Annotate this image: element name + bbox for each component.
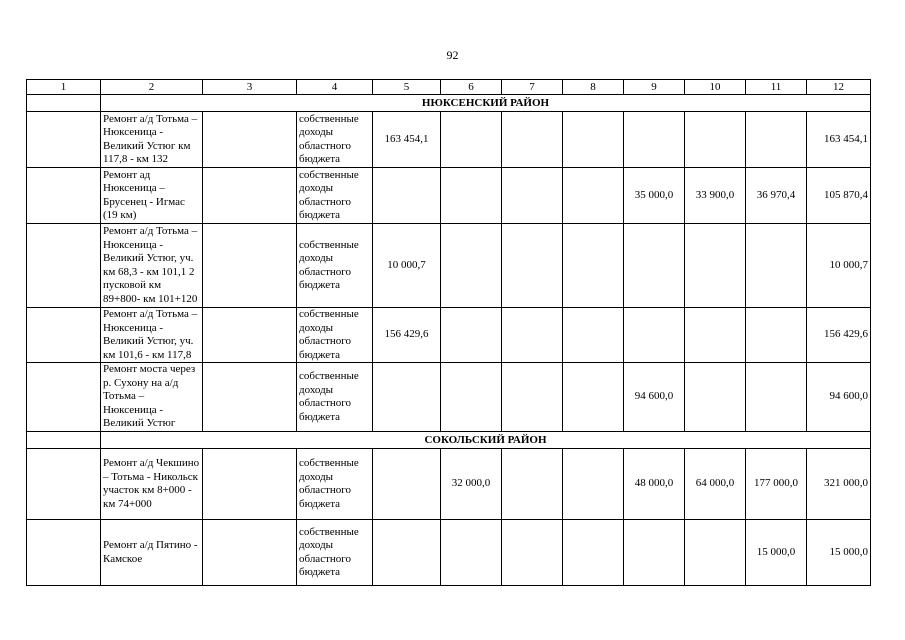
total-value: 10 000,7 bbox=[807, 224, 871, 308]
value-col-10 bbox=[685, 224, 746, 308]
funding-source: собственные доходы областного бюджета bbox=[297, 449, 373, 520]
value-col-9: 48 000,0 bbox=[624, 449, 685, 520]
table-row bbox=[27, 168, 871, 224]
value-col-5 bbox=[373, 520, 441, 586]
total-value: 156 429,6 bbox=[807, 308, 871, 363]
table-row bbox=[27, 308, 871, 363]
column-header: 5 bbox=[373, 80, 441, 95]
value-col-7 bbox=[502, 363, 563, 432]
section-header-row bbox=[27, 432, 871, 449]
total-value: 15 000,0 bbox=[807, 520, 871, 586]
value-col-10 bbox=[685, 112, 746, 168]
work-name: Ремонт а/д Пятино - Камское bbox=[101, 520, 203, 586]
value-col-8 bbox=[563, 363, 624, 432]
column-header: 2 bbox=[101, 80, 203, 95]
total-value: 163 454,1 bbox=[807, 112, 871, 168]
value-col-10: 33 900,0 bbox=[685, 168, 746, 224]
value-col-9: 35 000,0 bbox=[624, 168, 685, 224]
table-row bbox=[27, 363, 871, 432]
value-col-7 bbox=[502, 449, 563, 520]
funding-source: собственные доходы областного бюджета bbox=[297, 520, 373, 586]
work-name: Ремонт а/д Чекшино – Тотьма - Никольск участок км 8+000 - км 74+000 bbox=[101, 449, 203, 520]
value-col-11: 15 000,0 bbox=[746, 520, 807, 586]
work-name: Ремонт а/д Тотьма – Нюксеница - Великий Устюг, уч. км 68,3 - км 101,1 2 пусковой км 89+800- км 101+120 bbox=[101, 224, 203, 308]
value-col-6 bbox=[441, 224, 502, 308]
value-col-11: 177 000,0 bbox=[746, 449, 807, 520]
value-col-5: 10 000,7 bbox=[373, 224, 441, 308]
column-header: 4 bbox=[297, 80, 373, 95]
value-col-5 bbox=[373, 363, 441, 432]
page-number: 92 bbox=[446, 48, 459, 62]
value-col-7 bbox=[502, 308, 563, 363]
column-header: 1 bbox=[27, 80, 101, 95]
work-name: Ремонт моста через р. Сухону на а/д Тотьма – Нюксеница - Великий Устюг bbox=[101, 363, 203, 432]
column-header: 6 bbox=[441, 80, 502, 95]
value-col-5: 163 454,1 bbox=[373, 112, 441, 168]
value-col-9: 94 600,0 bbox=[624, 363, 685, 432]
value-col-11 bbox=[746, 112, 807, 168]
value-col-11: 36 970,4 bbox=[746, 168, 807, 224]
column-header: 8 bbox=[563, 80, 624, 95]
table-row bbox=[27, 112, 871, 168]
value-col-7 bbox=[502, 224, 563, 308]
value-col-5 bbox=[373, 168, 441, 224]
total-value: 105 870,4 bbox=[807, 168, 871, 224]
work-name: Ремонт а/д Тотьма – Нюксеница - Великий Устюг, уч. км 101,6 - км 117,8 bbox=[101, 308, 203, 363]
value-col-10: 64 000,0 bbox=[685, 449, 746, 520]
value-col-8 bbox=[563, 449, 624, 520]
total-value: 321 000,0 bbox=[807, 449, 871, 520]
section-title: СОКОЛЬСКИЙ РАЙОН bbox=[101, 432, 871, 449]
table-row bbox=[27, 520, 871, 586]
value-col-5: 156 429,6 bbox=[373, 308, 441, 363]
table-row bbox=[27, 449, 871, 520]
column-header: 9 bbox=[624, 80, 685, 95]
value-col-7 bbox=[502, 112, 563, 168]
work-name: Ремонт а/д Тотьма – Нюксеница - Великий Устюг км 117,8 - км 132 bbox=[101, 112, 203, 168]
value-col-5 bbox=[373, 449, 441, 520]
value-col-8 bbox=[563, 168, 624, 224]
column-header: 11 bbox=[746, 80, 807, 95]
table-row bbox=[27, 224, 871, 308]
value-col-11 bbox=[746, 224, 807, 308]
value-col-8 bbox=[563, 520, 624, 586]
value-col-11 bbox=[746, 308, 807, 363]
value-col-6 bbox=[441, 520, 502, 586]
section-header-row bbox=[27, 95, 871, 112]
value-col-10 bbox=[685, 363, 746, 432]
funding-source: собственные доходы областного бюджета bbox=[297, 168, 373, 224]
value-col-6 bbox=[441, 308, 502, 363]
column-header: 10 bbox=[685, 80, 746, 95]
value-col-7 bbox=[502, 520, 563, 586]
value-col-7 bbox=[502, 168, 563, 224]
value-col-6: 32 000,0 bbox=[441, 449, 502, 520]
total-value: 94 600,0 bbox=[807, 363, 871, 432]
value-col-6 bbox=[441, 112, 502, 168]
value-col-9 bbox=[624, 224, 685, 308]
column-header: 3 bbox=[203, 80, 297, 95]
funding-source: собственные доходы областного бюджета bbox=[297, 112, 373, 168]
value-col-6 bbox=[441, 168, 502, 224]
value-col-10 bbox=[685, 308, 746, 363]
funding-source: собственные доходы областного бюджета bbox=[297, 363, 373, 432]
column-header-row bbox=[27, 80, 871, 95]
column-header: 12 bbox=[807, 80, 871, 95]
value-col-9 bbox=[624, 112, 685, 168]
value-col-10 bbox=[685, 520, 746, 586]
value-col-9 bbox=[624, 520, 685, 586]
value-col-8 bbox=[563, 224, 624, 308]
value-col-8 bbox=[563, 112, 624, 168]
funding-source: собственные доходы областного бюджета bbox=[297, 308, 373, 363]
value-col-9 bbox=[624, 308, 685, 363]
funding-source: собственные доходы областного бюджета bbox=[297, 224, 373, 308]
section-title: НЮКСЕНСКИЙ РАЙОН bbox=[101, 95, 871, 112]
budget-table bbox=[26, 79, 871, 586]
value-col-8 bbox=[563, 308, 624, 363]
value-col-11 bbox=[746, 363, 807, 432]
work-name: Ремонт ад Нюксеница – Брусенец - Игмас (19 км) bbox=[101, 168, 203, 224]
value-col-6 bbox=[441, 363, 502, 432]
column-header: 7 bbox=[502, 80, 563, 95]
